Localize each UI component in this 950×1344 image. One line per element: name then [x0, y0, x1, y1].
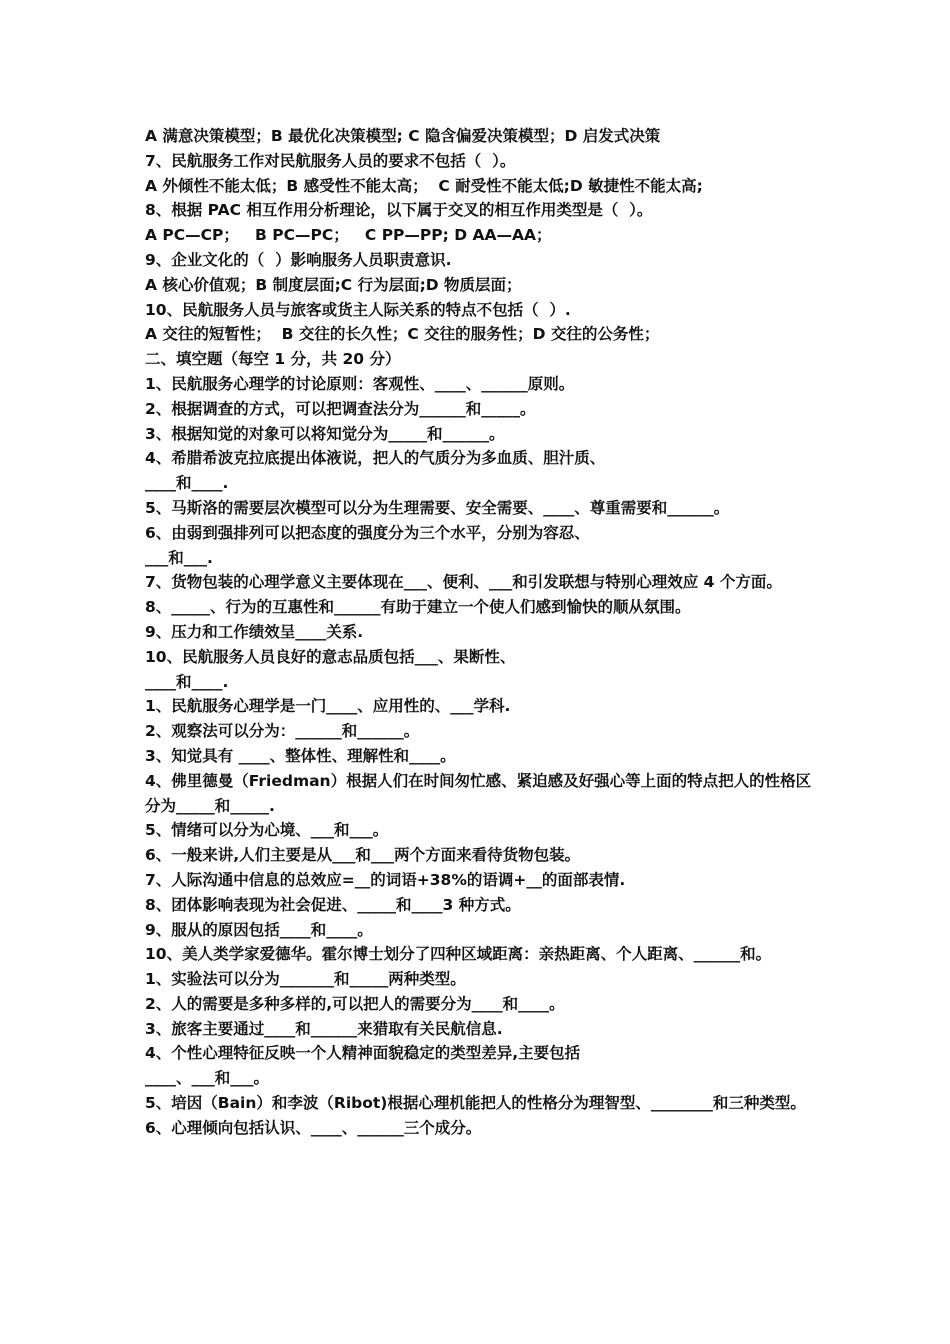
text-line-20: 8、_____、行为的互惠性和______有助于建立一个使人们感到愉快的顺从氛围。: [145, 598, 691, 617]
text-line-21: 9、压力和工作绩效呈____关系.: [145, 622, 364, 641]
text-line-33: 10、美人类学家爱德华。霍尔博士划分了四种区域距离：亲热距离、个人距离、______和。: [145, 945, 772, 964]
text-line-34: 1、实验法可以分为_______和_____两种类型。: [145, 970, 466, 989]
text-line-7: A 核心价值观；B 制度层面;C 行为层面;D 物质层面；: [145, 275, 522, 294]
text-line-38: ____、___和___。: [145, 1069, 270, 1088]
text-line-17: 6、由弱到强排列可以把态度的强度分为三个水平，分别为容忍、: [145, 523, 590, 542]
text-line-9: A 交往的短暂性； B 交往的长久性；C 交往的服务性；D 交往的公务性；: [145, 325, 660, 344]
text-line-15: ____和____.: [145, 474, 229, 493]
text-line-22: 10、民航服务人员良好的意志品质包括___、果断性、: [145, 647, 516, 666]
text-line-11: 1、民航服务心理学的讨论原则：客观性、____、______原则。: [145, 374, 575, 393]
text-line-32: 9、服从的原因包括____和____。: [145, 920, 373, 939]
text-line-1: A 满意决策模型；B 最优化决策模型; C 隐含偏爱决策模型；D 启发式决策: [145, 127, 661, 145]
document-body: [145, 124, 813, 1141]
text-line-36: 3、旅客主要通过____和______来猎取有关民航信息.: [145, 1019, 503, 1038]
text-line-35: 2、人的需要是多种多样的,可以把人的需要分为____和____。: [145, 994, 565, 1013]
text-line-40: 6、心理倾向包括认识、____、______三个成分。: [145, 1118, 482, 1137]
text-line-10: 二、填空题（每空 1 分，共 20 分）: [145, 350, 401, 369]
text-line-16: 5、马斯洛的需要层次模型可以分为生理需要、安全需要、____、尊重需要和______。: [145, 498, 730, 517]
text-line-26: 3、知觉具有 ____、整体性、理解性和____。: [145, 746, 456, 765]
text-line-37: 4、个性心理特征反映一个人精神面貌稳定的类型差异,主要包括: [145, 1044, 581, 1063]
text-line-28: 5、情绪可以分为心境、___和___。: [145, 821, 389, 840]
text-line-27: 4、佛里德曼（Friedman）根据人们在时间匆忙感、紧迫感及好强心等上面的特点把人的性格区分为_____和_____.: [145, 771, 812, 815]
text-line-14: 4、希腊希波克拉底提出体液说，把人的气质分为多血质、胆汁质、: [145, 449, 606, 468]
text-line-18: ___和___.: [145, 548, 213, 567]
text-line-6: 9、企业文化的（ ）影响服务人员职责意识.: [145, 250, 452, 269]
text-line-31: 8、团体影响表现为社会促进、_____和____3 种方式。: [145, 895, 521, 914]
text-line-12: 2、根据调查的方式，可以把调查法分为______和_____。: [145, 399, 536, 418]
text-line-25: 2、观察法可以分为：______和______。: [145, 722, 420, 741]
text-line-13: 3、根据知觉的对象可以将知觉分为_____和______。: [145, 424, 505, 443]
text-line-2: 7、民航服务工作对民航服务人员的要求不包括（ ）。: [145, 151, 516, 170]
text-line-19: 7、货物包装的心理学意义主要体现在___、便利、___和引发联想与特别心理效应 4 个方面。: [145, 573, 782, 592]
text-line-23: ____和____.: [145, 672, 229, 691]
text-line-4: 8、根据 PAC 相互作用分析理论，以下属于交叉的相互作用类型是（ ）。: [145, 201, 653, 220]
text-line-30: 7、人际沟通中信息的总效应=__的词语+38%的语调+__的面部表情.: [145, 870, 626, 889]
text-line-8: 10、民航服务人员与旅客或货主人际关系的特点不包括（ ）.: [145, 300, 571, 319]
text-line-29: 6、一般来讲,人们主要是从___和___两个方面来看待货物包装。: [145, 846, 581, 865]
text-line-39: 5、培因（Bain）和李波（Ribot)根据心理机能把人的性格分为理智型、________和三种类型。: [145, 1094, 806, 1113]
text-line-5: A PC—CP； B PC—PC； C PP—PP; D AA—AA；: [145, 226, 552, 245]
text-line-3: A 外倾性不能太低；B 感受性不能太高； C 耐受性不能太低;D 敏捷性不能太高;: [145, 176, 703, 195]
text-line-24: 1、民航服务心理学是一门____、应用性的、___学科.: [145, 697, 511, 716]
